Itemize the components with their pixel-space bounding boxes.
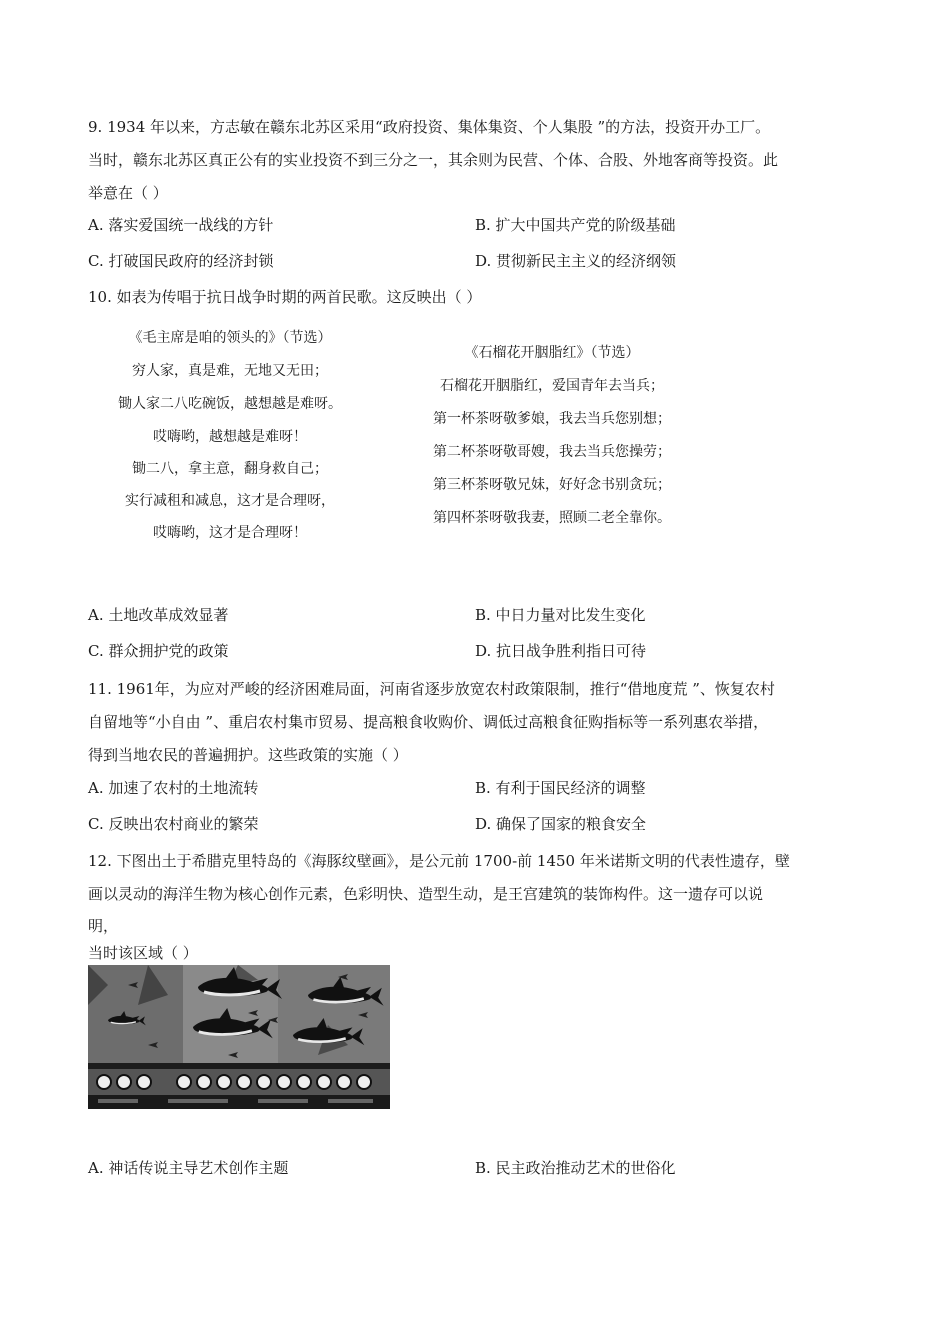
q9-option-c[interactable]: C. 打破国民政府的经济封锁 (88, 252, 274, 270)
q10-option-b[interactable]: B. 中日力量对比发生变化 (475, 606, 646, 624)
q12-option-a[interactable]: A. 神话传说主导艺术创作主题 (88, 1159, 289, 1177)
q11-option-d[interactable]: D. 确保了国家的粮食安全 (475, 815, 647, 833)
song-2-line: 第三杯茶呀敬兄妹，好好念书别贪玩； (433, 477, 671, 493)
song-2-line: 第四杯茶呀敬我妻，照顾二老全靠你。 (433, 510, 671, 526)
song-1-title: 《毛主席是咱的领头的》（节选） (128, 330, 332, 346)
q9-option-b[interactable]: B. 扩大中国共产党的阶级基础 (475, 216, 676, 234)
q12-stem-line-1: 12. 下图出土于希腊克里特岛的《海豚纹壁画》，是公元前 1700-前 1450 年米诺斯文明的代表性遗存，壁 (88, 852, 790, 870)
song-2-title: 《石榴花开胭脂红》（节选） (464, 345, 640, 361)
dolphin-fresco-image (88, 965, 390, 1109)
q11-option-c[interactable]: C. 反映出农村商业的繁荣 (88, 815, 259, 833)
q11-stem-line-1: 11. 1961年，为应对严峻的经济困难局面，河南省逐步放宽农村政策限制，推行“借地度荒 ”、恢复农村 (88, 680, 775, 698)
q12-stem-line-2: 画以灵动的海洋生物为核心创作元素，色彩明快、造型生动，是王宫建筑的装饰构件。这一遗存可以说 (88, 885, 764, 903)
song-1-line: 穷人家，真是难，无地又无田； (132, 363, 328, 379)
q9-stem-line-1: 9. 1934 年以来，方志敏在赣东北苏区采用“政府投资、集体集资、个人集股 ”的方法，投资开办工厂。 (88, 118, 771, 136)
q10-option-c[interactable]: C. 群众拥护党的政策 (88, 642, 229, 660)
song-1-line: 哎嗨哟，越想越是难呀！ (153, 429, 307, 445)
q11-option-b[interactable]: B. 有利于国民经济的调整 (475, 779, 646, 797)
song-1-line: 实行减租和减息，这才是合理呀， (125, 493, 335, 509)
q12-option-b[interactable]: B. 民主政治推动艺术的世俗化 (475, 1159, 676, 1177)
q12-stem-line-4: 当时该区域（ ） (88, 944, 198, 962)
song-1-line: 锄人家二八吃碗饭，越想越是难呀。 (118, 396, 342, 412)
q12-stem-line-3: 明， (88, 917, 119, 935)
q9-stem-line-3: 举意在（ ） (88, 184, 168, 202)
song-1-line: 哎嗨哟，这才是合理呀！ (153, 525, 307, 541)
song-2-line: 石榴花开胭脂红，爱国青年去当兵； (440, 378, 664, 394)
song-1-line: 锄二八，拿主意，翻身救自己； (132, 461, 328, 477)
q11-option-a[interactable]: A. 加速了农村的土地流转 (88, 779, 259, 797)
q9-option-a[interactable]: A. 落实爱国统一战线的方针 (88, 216, 274, 234)
q10-stem: 10. 如表为传唱于抗日战争时期的两首民歌。这反映出（ ） (88, 288, 482, 306)
q9-stem-line-2: 当时，赣东北苏区真正公有的实业投资不到三分之一，其余则为民营、个体、合股、外地客商等投资。此 (88, 151, 779, 169)
song-2-line: 第一杯茶呀敬爹娘，我去当兵您别想； (433, 411, 671, 427)
q11-stem-line-3: 得到当地农民的普遍拥护。这些政策的实施（ ） (88, 746, 408, 764)
song-2-line: 第二杯茶呀敬哥嫂，我去当兵您操劳； (433, 444, 671, 460)
q9-option-d[interactable]: D. 贯彻新民主主义的经济纲领 (475, 252, 677, 270)
q10-option-a[interactable]: A. 土地改革成效显著 (88, 606, 229, 624)
q11-stem-line-2: 自留地等“小自由 ”、重启农村集市贸易、提高粮食收购价、调低过高粮食征购指标等一系列惠农举措， (88, 713, 769, 731)
q10-option-d[interactable]: D. 抗日战争胜利指日可待 (475, 642, 647, 660)
